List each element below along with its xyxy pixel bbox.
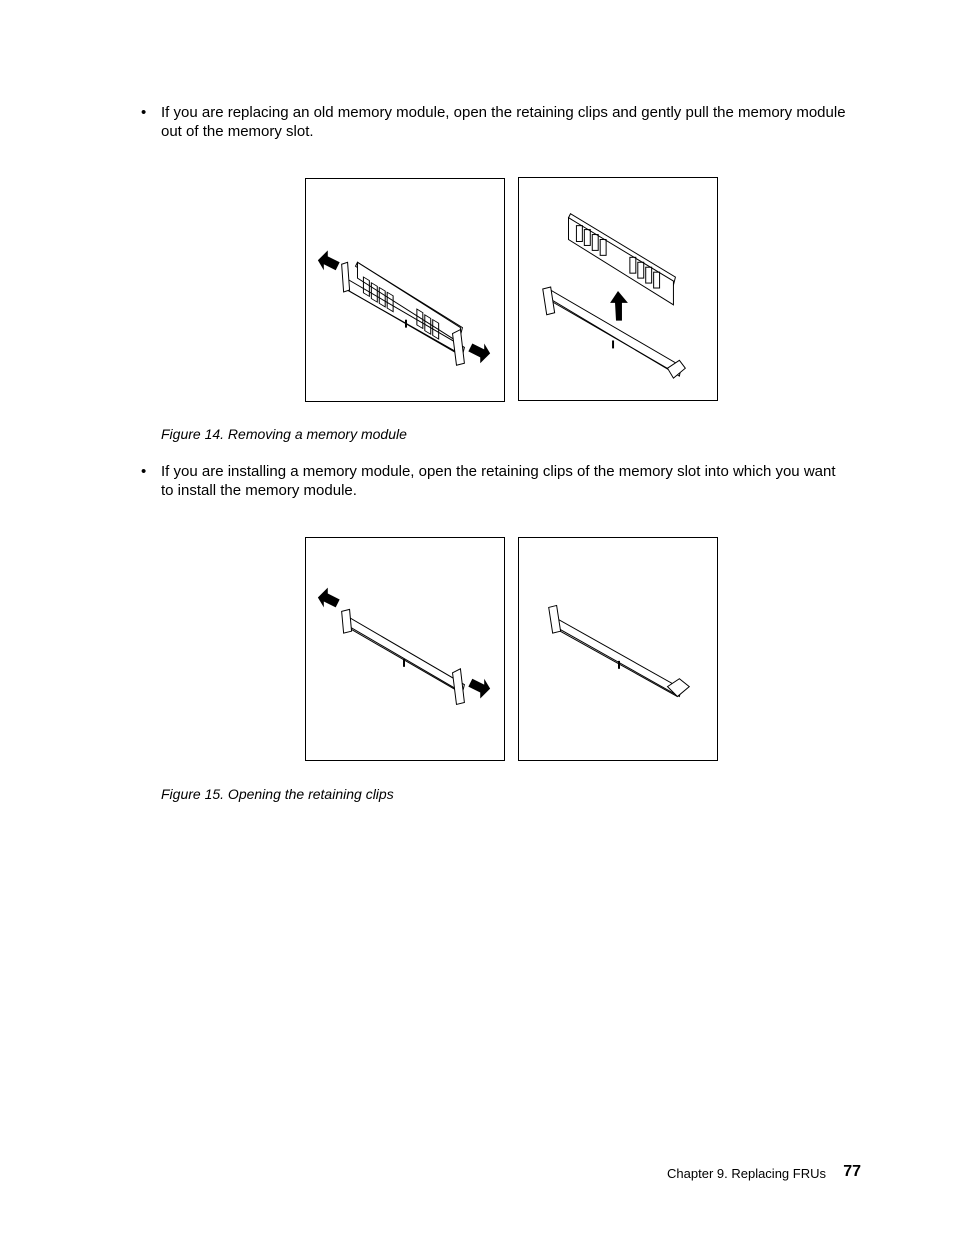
figure-14-left-image (305, 178, 505, 402)
figure-14-caption: Figure 14. Removing a memory module (161, 426, 407, 442)
figure-15-left-image (305, 537, 505, 761)
bullet-text-installing: If you are installing a memory module, open the retaining clips of the memory slot into which you want to install the memory module. (161, 463, 836, 499)
page-number: 77 (843, 1163, 861, 1180)
bullet-marker: • (141, 463, 147, 480)
bullet-text-replacing: If you are replacing an old memory module, open the retaining clips and gently pull the memory module out of the memory slot. (161, 104, 846, 140)
figure-15-caption: Figure 15. Opening the retaining clips (161, 786, 394, 802)
figure-14-right-image (518, 177, 718, 401)
figure-15-right-image (518, 537, 718, 761)
footer-chapter-title: Chapter 9. Replacing FRUs (667, 1166, 826, 1181)
bullet-marker: • (141, 104, 147, 121)
